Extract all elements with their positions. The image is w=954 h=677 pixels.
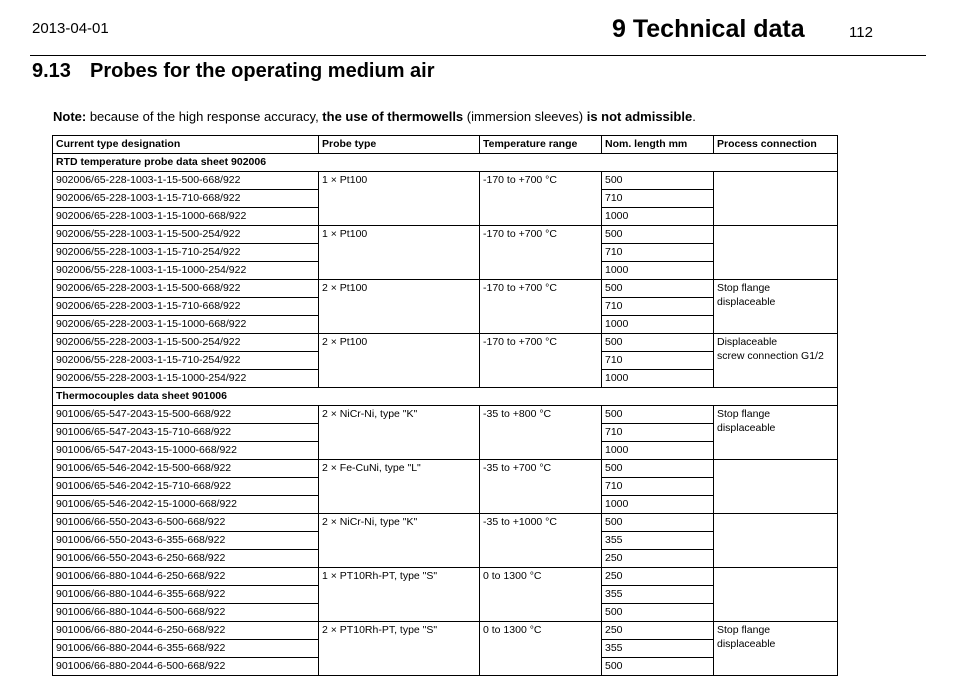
probe-type-cell: 2 × NiCr-Ni, type "K" [319, 406, 480, 460]
group-row [53, 154, 838, 172]
note-label: Note: [53, 109, 87, 124]
process-connection-cell [714, 172, 838, 226]
table-row [53, 622, 838, 640]
nominal-length-cell: 500 [602, 406, 714, 424]
process-connection-line: Displaceable [717, 336, 778, 348]
designation-cell: 902006/65-228-2003-1-15-1000-668/922 [53, 316, 319, 334]
nominal-length-cell: 250 [602, 568, 714, 586]
section-number: 9.13 [32, 60, 71, 82]
nominal-length-cell: 1000 [602, 208, 714, 226]
temperature-range-cell: -170 to +700 °C [480, 334, 602, 388]
table-row [53, 280, 838, 298]
nominal-length-cell: 355 [602, 532, 714, 550]
temperature-range-cell: -170 to +700 °C [480, 280, 602, 334]
nominal-length-cell: 710 [602, 424, 714, 442]
table-row [53, 172, 838, 190]
table-body [53, 154, 838, 676]
designation-cell: 901006/65-547-2043-15-500-668/922 [53, 406, 319, 424]
designation-cell: 901006/65-546-2042-15-710-668/922 [53, 478, 319, 496]
note-text-2: (immersion sleeves) [463, 109, 587, 124]
nominal-length-cell: 500 [602, 604, 714, 622]
designation-cell: 902006/55-228-2003-1-15-500-254/922 [53, 334, 319, 352]
designation-cell: 902006/55-228-2003-1-15-1000-254/922 [53, 370, 319, 388]
note-bold-1: the use of thermowells [322, 109, 464, 124]
temperature-range-cell: 0 to 1300 °C [480, 622, 602, 676]
designation-cell: 901006/66-880-2044-6-355-668/922 [53, 640, 319, 658]
probe-type-cell: 1 × PT10Rh-PT, type "S" [319, 568, 480, 622]
table-row [53, 514, 838, 532]
designation-cell: 901006/66-880-2044-6-250-668/922 [53, 622, 319, 640]
process-connection-line: displaceable [717, 638, 776, 650]
header-cell: Process connection [714, 136, 838, 154]
designation-cell: 902006/55-228-1003-1-15-500-254/922 [53, 226, 319, 244]
temperature-range-cell: -170 to +700 °C [480, 226, 602, 280]
nominal-length-cell: 250 [602, 550, 714, 568]
process-connection-line: displaceable [717, 422, 776, 434]
process-connection-cell [714, 514, 838, 568]
temperature-range-cell: -35 to +700 °C [480, 460, 602, 514]
process-connection-cell [714, 280, 838, 334]
temperature-range-cell: -35 to +800 °C [480, 406, 602, 460]
group-row [53, 388, 838, 406]
process-connection-line: screw connection G1/2 [717, 350, 824, 362]
process-connection-line: Stop flange [717, 282, 771, 294]
group-title: Thermocouples data sheet 901006 [53, 388, 838, 406]
designation-cell: 902006/65-228-1003-1-15-1000-668/922 [53, 208, 319, 226]
nominal-length-cell: 500 [602, 226, 714, 244]
probe-type-cell: 2 × PT10Rh-PT, type "S" [319, 622, 480, 676]
designation-cell: 901006/65-546-2042-15-500-668/922 [53, 460, 319, 478]
designation-cell: 901006/66-880-1044-6-250-668/922 [53, 568, 319, 586]
nominal-length-cell: 1000 [602, 442, 714, 460]
designation-cell: 901006/66-550-2043-6-250-668/922 [53, 550, 319, 568]
table-row [53, 568, 838, 586]
probe-type-cell: 2 × NiCr-Ni, type "K" [319, 514, 480, 568]
probe-type-cell: 2 × Pt100 [319, 280, 480, 334]
chapter-title: 9 Technical data [612, 15, 805, 43]
process-connection-cell [714, 334, 838, 388]
designation-cell: 901006/66-880-1044-6-500-668/922 [53, 604, 319, 622]
designation-cell: 902006/55-228-1003-1-15-710-254/922 [53, 244, 319, 262]
nominal-length-cell: 500 [602, 514, 714, 532]
probe-type-cell: 2 × Fe-CuNi, type "L" [319, 460, 480, 514]
table-row [53, 334, 838, 352]
process-connection-line: displaceable [717, 296, 776, 308]
note-end: . [692, 109, 696, 124]
process-connection-cell [714, 622, 838, 676]
note-bold-2: is not admissible [586, 109, 693, 124]
designation-cell: 901006/66-880-2044-6-500-668/922 [53, 658, 319, 676]
nominal-length-cell: 710 [602, 190, 714, 208]
header-cell: Probe type [319, 136, 480, 154]
nominal-length-cell: 710 [602, 478, 714, 496]
nominal-length-cell: 1000 [602, 496, 714, 514]
designation-cell: 902006/65-228-2003-1-15-710-668/922 [53, 298, 319, 316]
nominal-length-cell: 500 [602, 172, 714, 190]
designation-cell: 902006/55-228-1003-1-15-1000-254/922 [53, 262, 319, 280]
process-connection-cell [714, 568, 838, 622]
table-row [53, 226, 838, 244]
nominal-length-cell: 250 [602, 622, 714, 640]
process-connection-line: Stop flange [717, 624, 771, 636]
process-connection-cell [714, 460, 838, 514]
note-paragraph [53, 109, 696, 124]
probe-type-cell: 1 × Pt100 [319, 226, 480, 280]
probe-type-cell: 1 × Pt100 [319, 172, 480, 226]
page-number: 112 [849, 24, 873, 41]
process-connection-cell [714, 226, 838, 280]
nominal-length-cell: 500 [602, 460, 714, 478]
header-date: 2013-04-01 [32, 20, 109, 37]
table-row [53, 460, 838, 478]
header-cell: Nom. length mm [602, 136, 714, 154]
nominal-length-cell: 500 [602, 280, 714, 298]
header-cell: Current type designation [53, 136, 319, 154]
process-connection-cell [714, 406, 838, 460]
probe-type-cell: 2 × Pt100 [319, 334, 480, 388]
nominal-length-cell: 1000 [602, 316, 714, 334]
nominal-length-cell: 500 [602, 334, 714, 352]
nominal-length-cell: 710 [602, 352, 714, 370]
header-rule [30, 55, 926, 56]
probes-table [52, 135, 838, 676]
designation-cell: 902006/65-228-1003-1-15-710-668/922 [53, 190, 319, 208]
nominal-length-cell: 355 [602, 640, 714, 658]
nominal-length-cell: 1000 [602, 262, 714, 280]
designation-cell: 902006/65-228-1003-1-15-500-668/922 [53, 172, 319, 190]
nominal-length-cell: 355 [602, 586, 714, 604]
temperature-range-cell: 0 to 1300 °C [480, 568, 602, 622]
header-cell: Temperature range [480, 136, 602, 154]
designation-cell: 901006/65-547-2043-15-1000-668/922 [53, 442, 319, 460]
nominal-length-cell: 500 [602, 658, 714, 676]
process-connection-line: Stop flange [717, 408, 771, 420]
nominal-length-cell: 710 [602, 298, 714, 316]
group-title: RTD temperature probe data sheet 902006 [53, 154, 838, 172]
designation-cell: 902006/55-228-2003-1-15-710-254/922 [53, 352, 319, 370]
designation-cell: 901006/66-550-2043-6-500-668/922 [53, 514, 319, 532]
designation-cell: 901006/66-550-2043-6-355-668/922 [53, 532, 319, 550]
designation-cell: 901006/66-880-1044-6-355-668/922 [53, 586, 319, 604]
nominal-length-cell: 1000 [602, 370, 714, 388]
table-header-row [53, 136, 838, 154]
section-title: Probes for the operating medium air [90, 60, 435, 82]
designation-cell: 901006/65-546-2042-15-1000-668/922 [53, 496, 319, 514]
designation-cell: 902006/65-228-2003-1-15-500-668/922 [53, 280, 319, 298]
designation-cell: 901006/65-547-2043-15-710-668/922 [53, 424, 319, 442]
table-row [53, 406, 838, 424]
section-heading [32, 60, 435, 83]
temperature-range-cell: -170 to +700 °C [480, 172, 602, 226]
temperature-range-cell: -35 to +1000 °C [480, 514, 602, 568]
note-text-1: because of the high response accuracy, [86, 109, 323, 124]
nominal-length-cell: 710 [602, 244, 714, 262]
